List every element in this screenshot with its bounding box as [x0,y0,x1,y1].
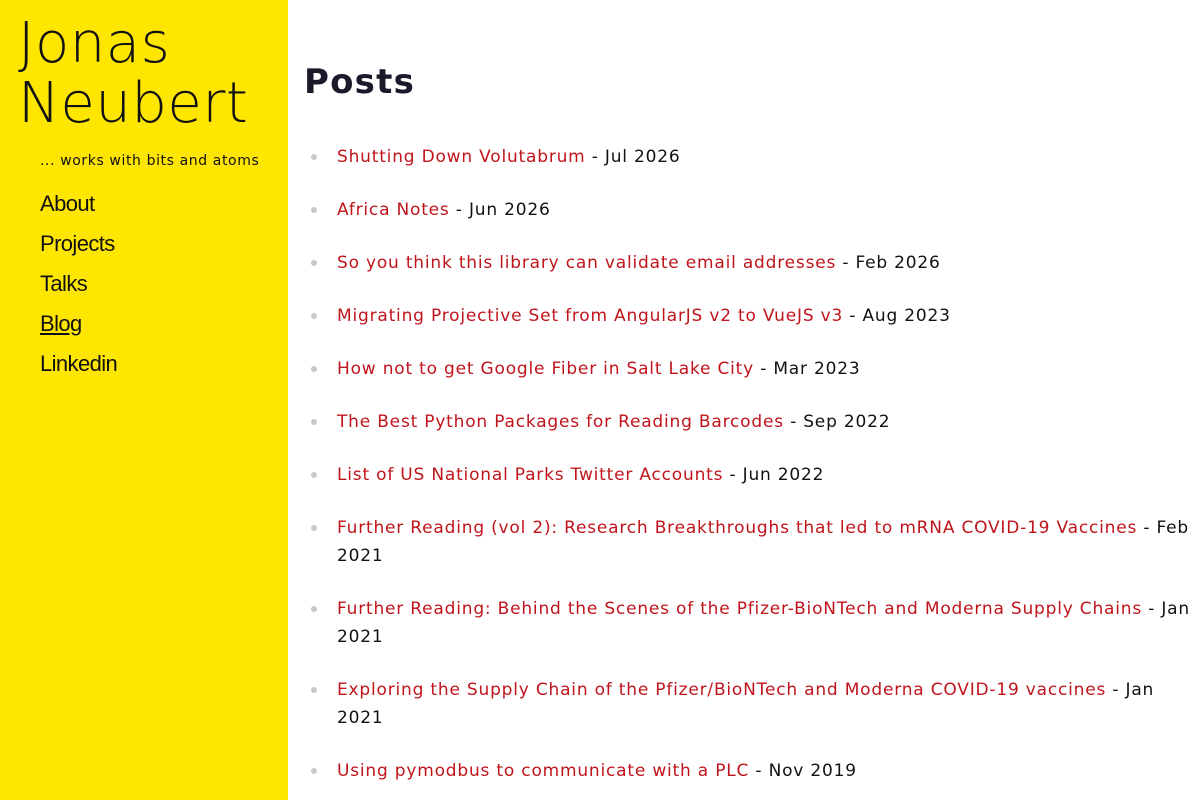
post-link[interactable]: Using pymodbus to communicate with a PLC [337,761,750,781]
post-link[interactable]: Migrating Projective Set from AngularJS v2 to VueJS v3 [337,306,844,326]
tagline: ... works with bits and atoms [40,153,260,169]
nav-link-blog[interactable]: Blog [40,311,82,336]
post-link[interactable]: So you think this library can validate email addresses [337,253,837,273]
site-title[interactable] [18,11,249,136]
bullet-icon [311,472,317,478]
bullet-icon [311,768,317,774]
post-date: Jan 2021 [337,599,1190,647]
post-item: Further Reading (vol 2): Research Breakthroughs that led to mRNA COVID-19 Vaccines - Feb 2021 [304,514,1194,570]
nav-item-blog [40,308,117,348]
sidebar [0,0,288,800]
main-content [304,0,1194,800]
nav-item-about [40,188,117,228]
post-link[interactable]: Africa Notes [337,200,450,220]
post-link[interactable]: List of US National Parks Twitter Accounts [337,465,724,485]
post-date: Sep 2022 [803,412,891,432]
bullet-icon [311,606,317,612]
site-title-last-name[interactable]: Neubert [18,71,249,136]
bullet-icon [311,313,317,319]
post-link[interactable]: Exploring the Supply Chain of the Pfizer/BioNTech and Moderna COVID-19 vaccines [337,680,1107,700]
nav-link-linkedin[interactable]: Linkedin [40,351,118,376]
post-link[interactable]: How not to get Google Fiber in Salt Lake City [337,359,754,379]
post-item: Using pymodbus to communicate with a PLC - Nov 2019 [304,757,1194,785]
post-date: Jun 2026 [468,200,551,220]
post-item: The Best Python Packages for Reading Barcodes - Sep 2022 [304,408,1194,436]
bullet-icon [311,525,317,531]
bullet-icon [311,260,317,266]
post-item: Africa Notes - Jun 2026 [304,196,1194,224]
post-link[interactable]: The Best Python Packages for Reading Barcodes [337,412,784,432]
post-link[interactable]: Further Reading (vol 2): Research Breakthroughs that led to mRNA COVID-19 Vaccines [337,518,1138,538]
nav-link-projects[interactable]: Projects [40,231,115,256]
post-item: So you think this library can validate email addresses - Feb 2026 [304,249,1194,277]
post-date: Jul 2026 [604,147,681,167]
post-date: Jun 2022 [742,465,825,485]
bullet-icon [311,419,317,425]
post-item: How not to get Google Fiber in Salt Lake City - Mar 2023 [304,355,1194,383]
page-title: Posts [304,62,416,102]
nav-item-linkedin [40,348,117,388]
post-item: Migrating Projective Set from AngularJS v2 to VueJS v3 - Aug 2023 [304,302,1194,330]
post-list [304,143,1194,800]
nav-link-about[interactable]: About [40,191,95,216]
post-item: Shutting Down Volutabrum - Jul 2026 [304,143,1194,171]
post-date: Feb 2026 [855,253,941,273]
bullet-icon [311,207,317,213]
post-item: Exploring the Supply Chain of the Pfizer/BioNTech and Moderna COVID-19 vaccines - Jan 2021 [304,676,1194,732]
site-title-first-name[interactable]: Jonas [18,11,171,76]
post-item: Further Reading: Behind the Scenes of the Pfizer-BioNTech and Moderna Supply Chains - Jan 2021 [304,595,1194,651]
post-date: Nov 2019 [768,761,857,781]
post-date: Aug 2023 [862,306,951,326]
nav-item-projects [40,228,117,268]
bullet-icon [311,687,317,693]
post-link[interactable]: Further Reading: Behind the Scenes of the Pfizer-BioNTech and Moderna Supply Chains [337,599,1143,619]
nav-item-talks [40,268,117,308]
post-date: Jan 2021 [337,680,1155,728]
post-item: List of US National Parks Twitter Accounts - Jun 2022 [304,461,1194,489]
main-nav [40,188,117,388]
post-date: Feb 2021 [337,518,1189,566]
post-date: Mar 2023 [773,359,861,379]
bullet-icon [311,366,317,372]
nav-link-talks[interactable]: Talks [40,271,88,296]
bullet-icon [311,154,317,160]
post-link[interactable]: Shutting Down Volutabrum [337,147,586,167]
